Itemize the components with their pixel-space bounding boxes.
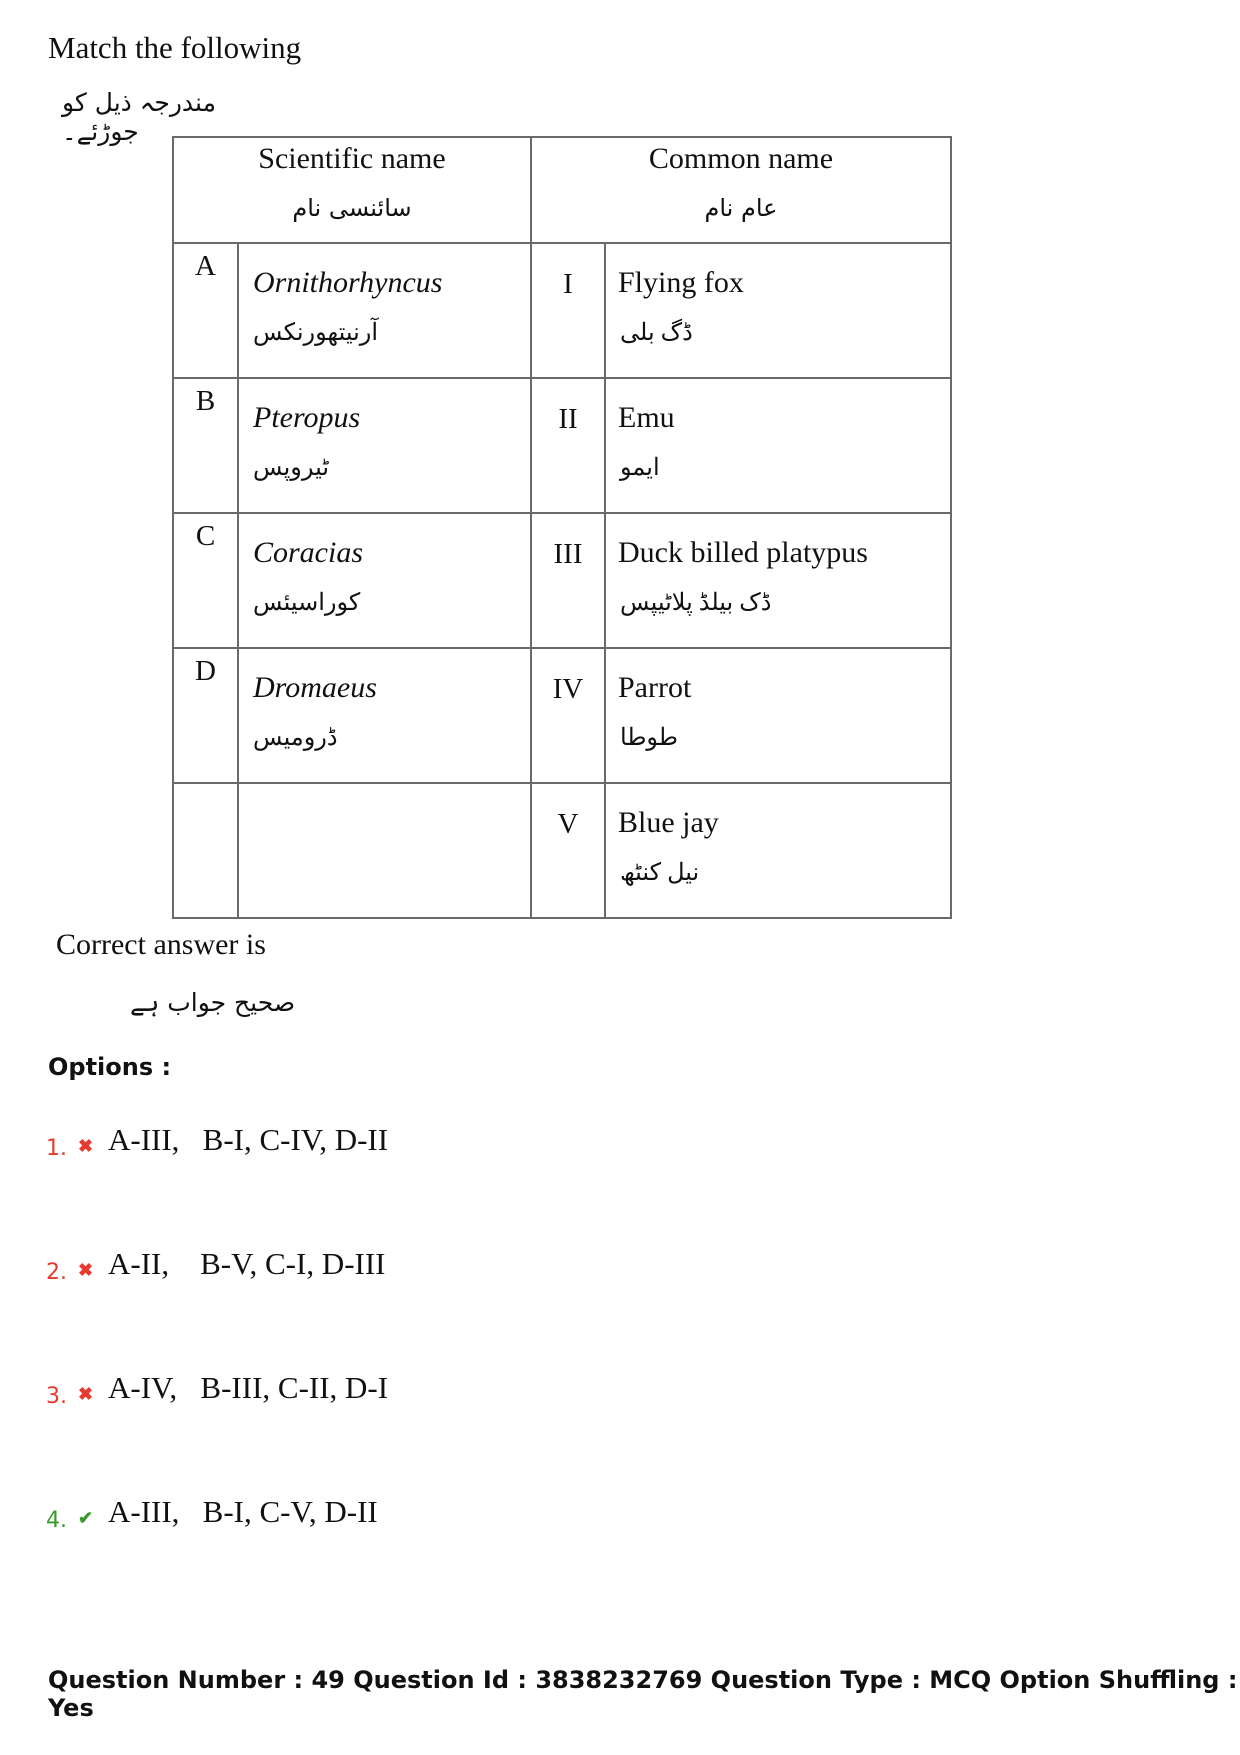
option-text: A-III, B-I, C-IV, D-II xyxy=(108,1122,389,1157)
header-common xyxy=(531,137,951,243)
roman-numeral: II xyxy=(531,378,605,513)
common-name-urdu: ایمو xyxy=(620,455,660,481)
scientific-name-cell xyxy=(238,783,531,918)
question-title: Match the following xyxy=(48,30,302,65)
table-row xyxy=(173,378,951,513)
row-label: A xyxy=(173,243,238,378)
header-common-urdu: عام نام xyxy=(704,194,778,222)
correct-answer-label-urdu: صحیح جواب ہے xyxy=(130,988,296,1017)
table-row xyxy=(173,648,951,783)
scientific-name: Coracias xyxy=(253,536,364,569)
common-name: Duck billed platypus xyxy=(618,536,868,569)
common-name: Emu xyxy=(618,401,675,434)
scientific-name-cell xyxy=(238,243,531,378)
row-label: C xyxy=(173,513,238,648)
correct-answer-label: Correct answer is xyxy=(56,928,266,961)
scientific-name-urdu: کوراسیئس xyxy=(253,590,361,616)
question-meta-footer: Question Number : 49 Question Id : 3838232769 Question Type : MCQ Option Shuffling : Yes xyxy=(48,1666,1238,1722)
option-number: 3. xyxy=(46,1384,67,1409)
common-name-urdu: طوطا xyxy=(620,725,678,751)
scientific-name-cell xyxy=(238,378,531,513)
roman-numeral: I xyxy=(531,243,605,378)
roman-numeral: III xyxy=(531,513,605,648)
header-scientific-urdu: سائنسی نام xyxy=(292,194,412,222)
table-header-row xyxy=(173,137,951,243)
roman-numeral: IV xyxy=(531,648,605,783)
scientific-name-cell xyxy=(238,513,531,648)
roman-numeral: V xyxy=(531,783,605,918)
common-name-urdu: نیل کنٹھ xyxy=(620,860,700,886)
common-name-urdu: ڈک بیلڈ پلاٹیپس xyxy=(620,590,772,616)
common-name: Parrot xyxy=(618,671,692,704)
header-scientific xyxy=(173,137,531,243)
row-label xyxy=(173,783,238,918)
question-title-urdu: مندرجہ ذیل کو جوڑئے۔ xyxy=(62,88,216,146)
option-number: 1. xyxy=(46,1136,67,1161)
cross-icon: ✖ xyxy=(78,1260,94,1280)
common-name: Flying fox xyxy=(618,266,744,299)
option-number: 2. xyxy=(46,1260,67,1285)
table-row xyxy=(173,513,951,648)
match-table xyxy=(172,136,952,919)
table-row xyxy=(173,783,951,918)
option-text: A-II, B-V, C-I, D-III xyxy=(108,1246,386,1281)
header-scientific-label: Scientific name xyxy=(258,142,446,175)
row-label: B xyxy=(173,378,238,513)
common-name-cell xyxy=(605,513,951,648)
common-name-cell xyxy=(605,648,951,783)
cross-icon: ✖ xyxy=(78,1384,94,1404)
option-text: A-III, B-I, C-V, D-II xyxy=(108,1494,378,1529)
scientific-name-urdu: آرنیتھورنکس xyxy=(253,320,379,346)
table-row xyxy=(173,243,951,378)
common-name-cell xyxy=(605,378,951,513)
common-name-urdu: ڈگ بلی xyxy=(620,320,693,346)
row-label: D xyxy=(173,648,238,783)
check-icon: ✔ xyxy=(78,1508,94,1528)
scientific-name-cell xyxy=(238,648,531,783)
scientific-name: Ornithorhyncus xyxy=(253,266,443,299)
scientific-name: Pteropus xyxy=(253,401,361,434)
scientific-name-urdu: ڈرومیس xyxy=(253,725,338,751)
scientific-name-urdu: ٹیروپس xyxy=(253,455,330,481)
common-name: Blue jay xyxy=(618,806,719,839)
common-name-cell xyxy=(605,243,951,378)
scientific-name: Dromaeus xyxy=(253,671,377,704)
option-number: 4. xyxy=(46,1508,67,1533)
common-name-cell xyxy=(605,783,951,918)
option-text: A-IV, B-III, C-II, D-I xyxy=(108,1370,389,1405)
header-common-label: Common name xyxy=(648,142,834,175)
cross-icon: ✖ xyxy=(78,1136,94,1156)
options-heading: Options : xyxy=(48,1053,172,1081)
